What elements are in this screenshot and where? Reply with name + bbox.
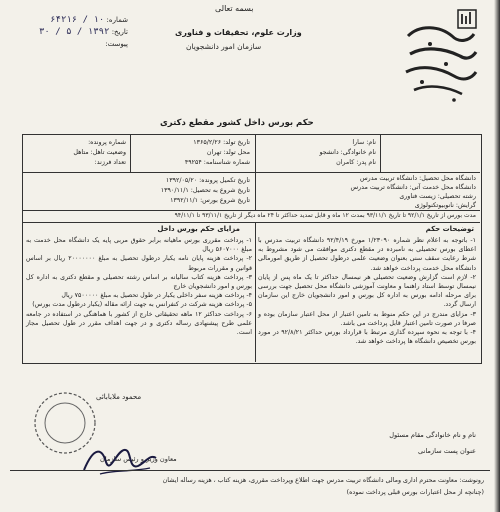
- footer-divider: [10, 470, 490, 471]
- signatory-title: معاون وزیر و رئیس سازمان: [100, 455, 177, 463]
- list-item: ۶- پرداخت حداکثر ۱۲ ماهه تحقیقاتی خارج از کشور با هماهنگی در استفاده در جامعه علمی طرح پیشنهادی رساله دکتری و در جهت اهداف مقرر در طول تحصیل مجاز است.: [26, 310, 253, 337]
- list-item: ۳- پرداخت هزینه کتاب سالیانه بر اساس رشته تحصیلی و مقطع دکتری به اداره کل بورس و امور دانشجویان خارج: [26, 273, 252, 291]
- field-file-number: شماره پرونده:: [88, 139, 126, 146]
- explanations-heading: توضیحات حکم: [425, 225, 474, 233]
- field-start-study: تاریخ شروع به تحصیل: ۱۳۹۰/۱۱/۱: [160, 187, 250, 194]
- list-item: ۵- پرداخت هزینه شرکت در کنفرانس به جهت ارائه مقاله (یکبار درطول مدت بورس): [32, 301, 252, 309]
- bismillah-text: بسمه تعالی: [215, 4, 254, 13]
- official-seal: [30, 388, 100, 458]
- number-label: شماره:: [106, 16, 128, 24]
- list-item: ۴- پرداخت هزینه سفر داخلی یکبار در طول تحصیل به مبلغ ۷۵۰۰۰۰۰ ریال: [61, 292, 252, 300]
- field-id-number: شماره شناسنامه: ۴۹۲۵۴: [184, 159, 250, 166]
- date-value: ۱۳۹۲ / ۵ / ۳۰: [38, 27, 110, 37]
- organization-logo: [400, 6, 480, 106]
- field-study-field: رشته تحصیلی: زیست فناوری: [399, 193, 476, 200]
- document-title: حکم بورس داخل کشور مقطع دکتری: [160, 118, 314, 128]
- table-divider: [255, 222, 256, 362]
- field-father: نام پدر: کامران: [336, 159, 376, 166]
- table-divider: [130, 134, 131, 172]
- number-value: ۱۰ / ۶۴۲۱۶: [50, 15, 105, 25]
- field-marital: وضعیت تاهل: متاهل: [73, 149, 126, 156]
- explanations-list: [258, 236, 476, 346]
- list-item: ۳- مزایای مندرج در این حکم منوط به تامین اعتبار از محل اعتبار سازمان بوده و صرفا در صورت تامین اعتبار قابل پرداخت می باشد.: [258, 310, 476, 327]
- table-divider: [22, 172, 480, 173]
- number-row: [18, 14, 128, 26]
- scholarship-duration: مدت بورس از تاریخ ۹۲/۱/۱ تا تاریخ ۹۳/۱۱/۱ بمدت ۱۲ ماه و قابل تمدید حداکثر تا ۲۴ ماه دیگر از تاریخ ۹۳/۱۱/۱ تا ۹۴/۱۱/۱: [174, 212, 476, 219]
- field-completion-date: تاریخ تکمیل پرونده: ۱۳۹۲/۰۵/۲۰: [165, 177, 250, 184]
- benefits-heading: مزایای حکم بورس داخل: [157, 225, 240, 233]
- requester-name-label: نام و نام خانوادگی مقام مسئول: [389, 431, 476, 439]
- copy-line-1: رونوشت: معاونت محترم اداری ومالی دانشگاه تربیت مدرس جهت اطلاع وپرداخت مقرری، هزینه کتاب ، هزینه رساله ایشان: [162, 477, 484, 484]
- list-item: ۱- پرداخت مقرری بورس ماهیانه برابر حقوق مربی پایه یک دانشگاه محل خدمت به مبلغ ۵۶۰۷۰۰۰ ریال: [26, 237, 252, 254]
- list-item: ۴- با توجه به نحوه سپرده گذاری مرتبط با قرارداد بورس حداکثر ۹۲/۸/۲۱ در مورد بورس تخصیص دانشگاه ها پرداخت خواهد شد.: [258, 329, 476, 346]
- field-service-place: دانشگاه محل خدمت آتی: دانشگاه تربیت مدرس: [350, 184, 476, 191]
- field-surname: نام خانوادگی: دانشجو: [319, 149, 376, 156]
- attachment-label: پیوست:: [105, 40, 128, 48]
- ministry-name: وزارت علوم، تحقیقات و فناوری: [175, 28, 302, 37]
- field-university: دانشگاه محل تحصیل: دانشگاه تربیت مدرس: [360, 175, 476, 182]
- list-item: ۲- پرداخت هزینه پایان نامه یکبار درطول تحصیل به مبلغ ۲۰۰۰۰۰۰۰ ریال بر اساس قوانین و مقررات مربوط: [26, 255, 252, 272]
- letter-number-block: [18, 14, 128, 50]
- field-start-scholarship: تاریخ شروع بورس: ۱۳۹۲/۱۱/۱: [170, 197, 250, 204]
- copy-line-2: (چنانچه از محل اعتبارات بورس قبلی پرداخت نموده): [346, 489, 484, 496]
- field-dependents: تعداد فرزند:: [94, 159, 126, 166]
- table-divider: [380, 134, 381, 172]
- attachment-row: [18, 38, 128, 50]
- field-birth-place: محل تولد: تهران: [206, 149, 250, 156]
- table-divider: [22, 222, 480, 223]
- field-orientation: گرایش: نانوبیوتکنولوژی: [414, 202, 476, 209]
- organization-name: سازمان امور دانشجویان: [186, 42, 262, 51]
- date-label: تاریخ:: [111, 28, 128, 36]
- list-item: ۲- لازم است گزارش وضعیت تحصیلی هر نیمسال حداکثر تا یک ماه پس از پایان نیمسال توسط استاد راهنما و معاونت آموزشی دانشگاه محل تحصیل جهت بررسی برای مرحله ادامه بورس به اداره کل بورس و امور دانشجویان خارج این سازمان ارسال گردد.: [258, 273, 476, 309]
- field-name: نام: سارا: [352, 139, 376, 146]
- field-birth-date: تاریخ تولد: ۱۳۶۵/۲/۲۶: [193, 139, 250, 146]
- position-label: عنوان پست سازمانی: [418, 447, 476, 455]
- signatory-name: محمود ملابابائی: [96, 393, 142, 401]
- date-row: [18, 26, 128, 38]
- table-divider: [255, 134, 256, 210]
- list-item: ۱- باتوجه به اعلام نظر شماره ۱/۲۳۰۹۰ مورخ ۹۲/۴/۱۹ دانشگاه تربیت مدرس با اعطای بورس تحصیلی به نامبرده در مقطع دکتری موافقت می شود مشروط به شرط رعایت سقف سنی بعنوان وضعیت علمی درطول تحصیل از طریق امورمالی دانشگاه محل خدمت پرداخت خواهد شد.: [258, 237, 476, 272]
- benefits-list: [26, 236, 252, 337]
